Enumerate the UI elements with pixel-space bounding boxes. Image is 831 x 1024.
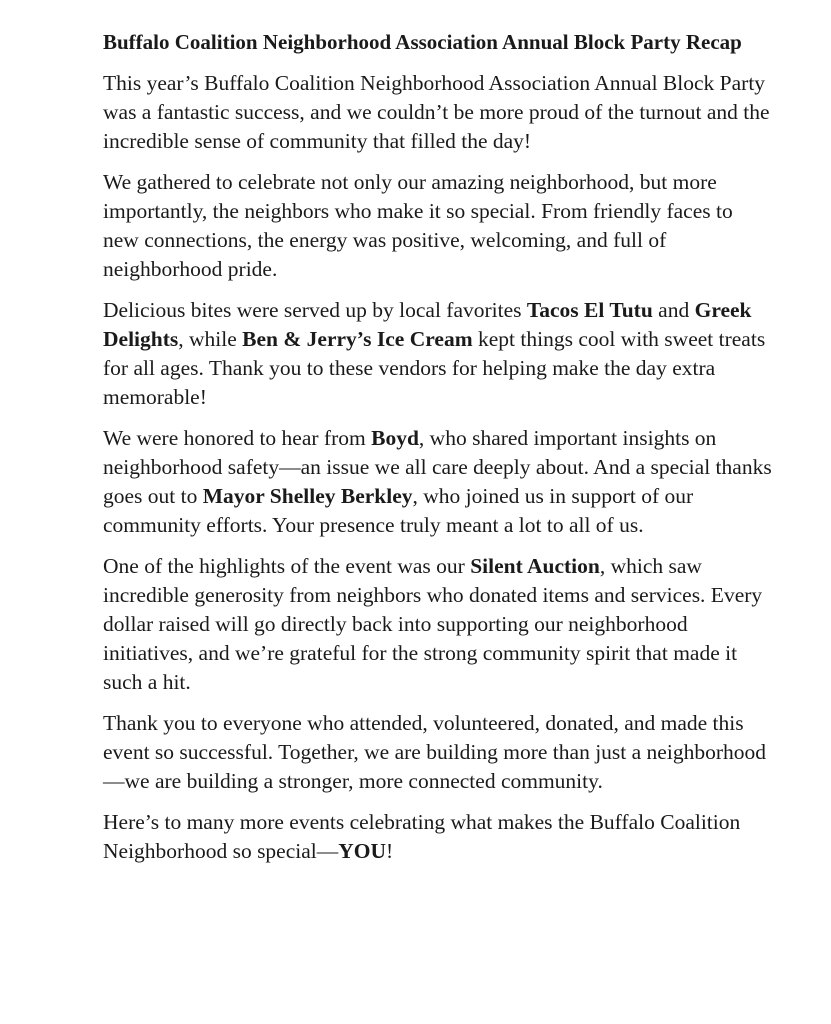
paragraph <box>103 424 773 540</box>
paragraph-text: We were honored to hear from <box>103 426 372 450</box>
paragraph <box>103 709 773 796</box>
paragraph-text: Here’s to many more events celebrating what makes the Buffalo Coalition Neighborhood so special— <box>103 810 741 863</box>
paragraph-list <box>103 69 773 866</box>
paragraph-text: We gathered to celebrate not only our amazing neighborhood, but more importantly, the neighbors who make it so special. From friendly faces to new connections, the energy was positive, welcoming, and full of neighborhood pride. <box>103 170 733 281</box>
paragraph <box>103 808 773 866</box>
bold-text: Mayor Shelley Berkley <box>202 484 413 508</box>
paragraph-text: Delicious bites were served up by local favorites <box>103 298 527 322</box>
paragraph-text: , which saw incredible generosity from neighbors who donated items and services. Every dollar raised will go directly back into supporting our neighborhood initiatives, and we’re grateful for the strong community spirit that made it such a hit. <box>103 554 763 694</box>
bold-text: Silent Auction <box>470 554 600 578</box>
paragraph <box>103 168 773 284</box>
paragraph-text: Thank you to everyone who attended, volunteered, donated, and made this event so successful. Together, we are building more than just a neighborhood—we are building a stronger, more connected community. <box>103 711 766 793</box>
bold-text: YOU <box>338 839 387 863</box>
paragraph-text: This year’s Buffalo Coalition Neighborhood Association Annual Block Party was a fantastic success, and we couldn’t be more proud of the turnout and the incredible sense of community that filled the day! <box>103 71 770 153</box>
bold-text: Greek Delights <box>103 298 752 351</box>
paragraph-text: ! <box>386 839 394 863</box>
paragraph-text: , who joined us in support of our community efforts. Your presence truly meant a lot to all of us. <box>103 484 694 537</box>
paragraph <box>103 552 773 697</box>
bold-text: Boyd <box>371 426 419 450</box>
paragraph-text: and <box>652 298 695 322</box>
paragraph <box>103 296 773 412</box>
paragraph <box>103 69 773 156</box>
paragraph-text: One of the highlights of the event was our <box>103 554 471 578</box>
bold-text: Ben & Jerry’s Ice Cream <box>242 327 473 351</box>
paragraph-text: , while <box>178 327 243 351</box>
paragraph-text: kept things cool with sweet treats for all ages. Thank you to these vendors for helping make the day extra memorable! <box>103 327 766 409</box>
paragraph-text: , who shared important insights on neighborhood safety—an issue we all care deeply about. And a special thanks goes out to <box>103 426 772 508</box>
document-title: Buffalo Coalition Neighborhood Association Annual Block Party Recap <box>103 30 742 54</box>
bold-text: Tacos El Tutu <box>526 298 653 322</box>
document-body <box>103 28 773 878</box>
